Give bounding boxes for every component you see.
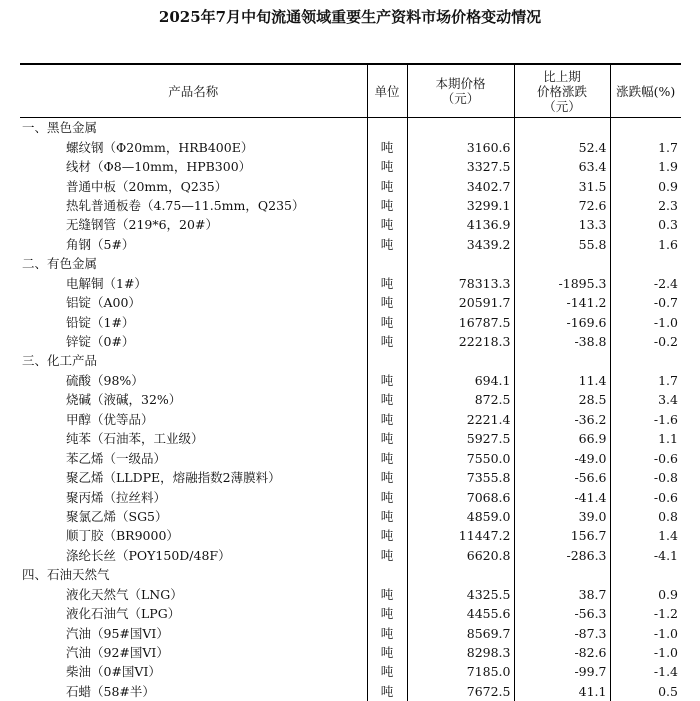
change-cell	[514, 351, 610, 370]
table-row	[20, 137, 681, 156]
product-name: 液化天然气（LNG）	[20, 585, 367, 604]
change-cell: -141.2	[514, 293, 610, 312]
product-name: 石蜡（58#半）	[20, 682, 367, 701]
price-cell: 6620.8	[407, 546, 514, 565]
unit-cell: 吨	[367, 468, 407, 487]
table-row	[20, 682, 681, 701]
change-cell: 28.5	[514, 390, 610, 409]
table-row	[20, 429, 681, 448]
price-cell: 5927.5	[407, 429, 514, 448]
change-cell	[514, 118, 610, 138]
table-row	[20, 643, 681, 662]
unit-cell: 吨	[367, 623, 407, 642]
change-pct-cell: -1.0	[610, 623, 681, 642]
unit-cell	[367, 565, 407, 584]
table-row	[20, 507, 681, 526]
product-name: 汽油（95#国VI）	[20, 623, 367, 642]
change-pct-cell: 1.6	[610, 235, 681, 254]
product-name: 线材（Φ8—10mm，HPB300）	[20, 157, 367, 176]
unit-cell: 吨	[367, 176, 407, 195]
change-cell: 41.1	[514, 682, 610, 701]
price-cell: 3299.1	[407, 196, 514, 215]
change-pct-cell	[610, 351, 681, 370]
price-cell: 3327.5	[407, 157, 514, 176]
unit-cell: 吨	[367, 643, 407, 662]
change-pct-cell: -1.6	[610, 410, 681, 429]
change-cell: -49.0	[514, 448, 610, 467]
product-name: 聚氯乙烯（SG5）	[20, 507, 367, 526]
table-row	[20, 623, 681, 642]
price-cell: 11447.2	[407, 526, 514, 545]
change-pct-cell: -0.7	[610, 293, 681, 312]
unit-cell: 吨	[367, 274, 407, 293]
change-cell: -87.3	[514, 623, 610, 642]
product-name: 锌锭（0#）	[20, 332, 367, 351]
header-product-name: 产品名称	[20, 64, 367, 118]
change-pct-cell: -0.2	[610, 332, 681, 351]
price-cell: 7550.0	[407, 448, 514, 467]
product-name: 聚乙烯（LLDPE，熔融指数2薄膜料）	[20, 468, 367, 487]
header-unit: 单位	[367, 64, 407, 118]
change-pct-cell	[610, 254, 681, 273]
unit-cell: 吨	[367, 312, 407, 331]
price-cell: 694.1	[407, 371, 514, 390]
change-pct-cell: 3.4	[610, 390, 681, 409]
change-cell: -99.7	[514, 662, 610, 681]
table-header-row	[20, 64, 681, 118]
table-row	[20, 371, 681, 390]
change-cell: 11.4	[514, 371, 610, 390]
table-row	[20, 332, 681, 351]
price-cell: 7672.5	[407, 682, 514, 701]
change-cell: 66.9	[514, 429, 610, 448]
change-pct-cell: -1.4	[610, 662, 681, 681]
category-name: 二、有色金属	[20, 254, 367, 273]
price-cell	[407, 565, 514, 584]
change-cell: -56.6	[514, 468, 610, 487]
unit-cell: 吨	[367, 429, 407, 448]
price-cell: 872.5	[407, 390, 514, 409]
change-pct-cell: 1.1	[610, 429, 681, 448]
change-pct-cell: 2.3	[610, 196, 681, 215]
unit-cell: 吨	[367, 448, 407, 467]
change-pct-cell: 1.7	[610, 371, 681, 390]
change-cell	[514, 565, 610, 584]
price-cell: 8298.3	[407, 643, 514, 662]
price-cell: 7068.6	[407, 487, 514, 506]
unit-cell: 吨	[367, 293, 407, 312]
unit-cell: 吨	[367, 487, 407, 506]
change-cell: 63.4	[514, 157, 610, 176]
unit-cell: 吨	[367, 332, 407, 351]
product-name: 甲醇（优等品）	[20, 410, 367, 429]
header-price-line2: （元）	[408, 91, 514, 106]
unit-cell: 吨	[367, 235, 407, 254]
price-cell: 20591.7	[407, 293, 514, 312]
product-name: 铝锭（A00）	[20, 293, 367, 312]
table-row	[20, 662, 681, 681]
price-cell: 3402.7	[407, 176, 514, 195]
header-change-line3: （元）	[515, 99, 610, 114]
price-cell: 4455.6	[407, 604, 514, 623]
product-name: 普通中板（20mm，Q235）	[20, 176, 367, 195]
change-cell: 52.4	[514, 137, 610, 156]
change-cell: -82.6	[514, 643, 610, 662]
header-change-line1: 比上期	[515, 69, 610, 84]
price-cell	[407, 351, 514, 370]
change-pct-cell: 0.5	[610, 682, 681, 701]
table-row	[20, 448, 681, 467]
product-name: 苯乙烯（一级品）	[20, 448, 367, 467]
table-row	[20, 235, 681, 254]
category-row	[20, 254, 681, 273]
price-cell: 16787.5	[407, 312, 514, 331]
change-pct-cell: -0.8	[610, 468, 681, 487]
change-pct-cell: 0.9	[610, 176, 681, 195]
change-cell: -286.3	[514, 546, 610, 565]
table-row	[20, 390, 681, 409]
change-cell: -169.6	[514, 312, 610, 331]
change-pct-cell: -4.1	[610, 546, 681, 565]
table-body	[20, 118, 681, 701]
category-name: 一、黑色金属	[20, 118, 367, 138]
unit-cell: 吨	[367, 585, 407, 604]
price-cell: 4859.0	[407, 507, 514, 526]
unit-cell: 吨	[367, 196, 407, 215]
price-cell: 7185.0	[407, 662, 514, 681]
product-name: 热轧普通板卷（4.75—11.5mm，Q235）	[20, 196, 367, 215]
unit-cell	[367, 118, 407, 138]
table-row	[20, 196, 681, 215]
price-cell: 3160.6	[407, 137, 514, 156]
product-name: 聚丙烯（拉丝料）	[20, 487, 367, 506]
table-row	[20, 274, 681, 293]
unit-cell: 吨	[367, 390, 407, 409]
header-change	[514, 64, 610, 118]
header-change-line2: 价格涨跌	[515, 84, 610, 99]
change-pct-cell: -1.2	[610, 604, 681, 623]
change-cell: -36.2	[514, 410, 610, 429]
category-row	[20, 565, 681, 584]
change-cell: -38.8	[514, 332, 610, 351]
change-pct-cell	[610, 565, 681, 584]
product-name: 涤纶长丝（POY150D/48F）	[20, 546, 367, 565]
change-pct-cell: 1.7	[610, 137, 681, 156]
table-row	[20, 215, 681, 234]
product-name: 顺丁胶（BR9000）	[20, 526, 367, 545]
price-cell: 3439.2	[407, 235, 514, 254]
category-row	[20, 351, 681, 370]
product-name: 液化石油气（LPG）	[20, 604, 367, 623]
table-row	[20, 410, 681, 429]
unit-cell: 吨	[367, 157, 407, 176]
table-row	[20, 546, 681, 565]
change-cell: -56.3	[514, 604, 610, 623]
table-row	[20, 176, 681, 195]
change-pct-cell: 1.4	[610, 526, 681, 545]
change-pct-cell: 0.9	[610, 585, 681, 604]
unit-cell: 吨	[367, 410, 407, 429]
change-cell: 38.7	[514, 585, 610, 604]
price-cell	[407, 118, 514, 138]
product-name: 汽油（92#国VI）	[20, 643, 367, 662]
table-row	[20, 293, 681, 312]
price-cell: 7355.8	[407, 468, 514, 487]
change-pct-cell: 0.3	[610, 215, 681, 234]
change-cell: -1895.3	[514, 274, 610, 293]
unit-cell: 吨	[367, 604, 407, 623]
change-cell: 31.5	[514, 176, 610, 195]
change-pct-cell: -0.6	[610, 487, 681, 506]
unit-cell: 吨	[367, 526, 407, 545]
price-cell: 2221.4	[407, 410, 514, 429]
table-row	[20, 468, 681, 487]
price-cell: 8569.7	[407, 623, 514, 642]
change-pct-cell: 1.9	[610, 157, 681, 176]
product-name: 角钢（5#）	[20, 235, 367, 254]
table-row	[20, 487, 681, 506]
unit-cell: 吨	[367, 682, 407, 701]
change-pct-cell: -0.6	[610, 448, 681, 467]
table-row	[20, 604, 681, 623]
product-name: 柴油（0#国VI）	[20, 662, 367, 681]
header-price	[407, 64, 514, 118]
table-row	[20, 526, 681, 545]
product-name: 硫酸（98%）	[20, 371, 367, 390]
unit-cell: 吨	[367, 662, 407, 681]
price-cell: 78313.3	[407, 274, 514, 293]
price-table	[20, 63, 681, 701]
unit-cell: 吨	[367, 546, 407, 565]
unit-cell	[367, 254, 407, 273]
change-pct-cell: 0.8	[610, 507, 681, 526]
table-row	[20, 157, 681, 176]
product-name: 无缝钢管（219*6，20#）	[20, 215, 367, 234]
change-pct-cell: -1.0	[610, 312, 681, 331]
price-cell: 4136.9	[407, 215, 514, 234]
unit-cell	[367, 351, 407, 370]
category-name: 三、化工产品	[20, 351, 367, 370]
change-cell: 13.3	[514, 215, 610, 234]
unit-cell: 吨	[367, 137, 407, 156]
unit-cell: 吨	[367, 371, 407, 390]
product-name: 烧碱（液碱，32%）	[20, 390, 367, 409]
change-cell	[514, 254, 610, 273]
price-cell	[407, 254, 514, 273]
header-change-pct: 涨跌幅(%)	[610, 64, 681, 118]
product-name: 螺纹钢（Φ20mm，HRB400E）	[20, 137, 367, 156]
unit-cell: 吨	[367, 215, 407, 234]
table-row	[20, 585, 681, 604]
change-cell: 55.8	[514, 235, 610, 254]
change-cell: 156.7	[514, 526, 610, 545]
change-pct-cell: -2.4	[610, 274, 681, 293]
category-row	[20, 118, 681, 138]
change-cell: 72.6	[514, 196, 610, 215]
product-name: 纯苯（石油苯，工业级）	[20, 429, 367, 448]
change-pct-cell: -1.0	[610, 643, 681, 662]
page-title: 2025年7月中旬流通领域重要生产资料市场价格变动情况	[0, 6, 700, 27]
change-cell: 39.0	[514, 507, 610, 526]
price-cell: 4325.5	[407, 585, 514, 604]
category-name: 四、石油天然气	[20, 565, 367, 584]
header-price-line1: 本期价格	[408, 76, 514, 91]
table-row	[20, 312, 681, 331]
product-name: 电解铜（1#）	[20, 274, 367, 293]
price-cell: 22218.3	[407, 332, 514, 351]
change-cell: -41.4	[514, 487, 610, 506]
change-pct-cell	[610, 118, 681, 138]
product-name: 铅锭（1#）	[20, 312, 367, 331]
unit-cell: 吨	[367, 507, 407, 526]
